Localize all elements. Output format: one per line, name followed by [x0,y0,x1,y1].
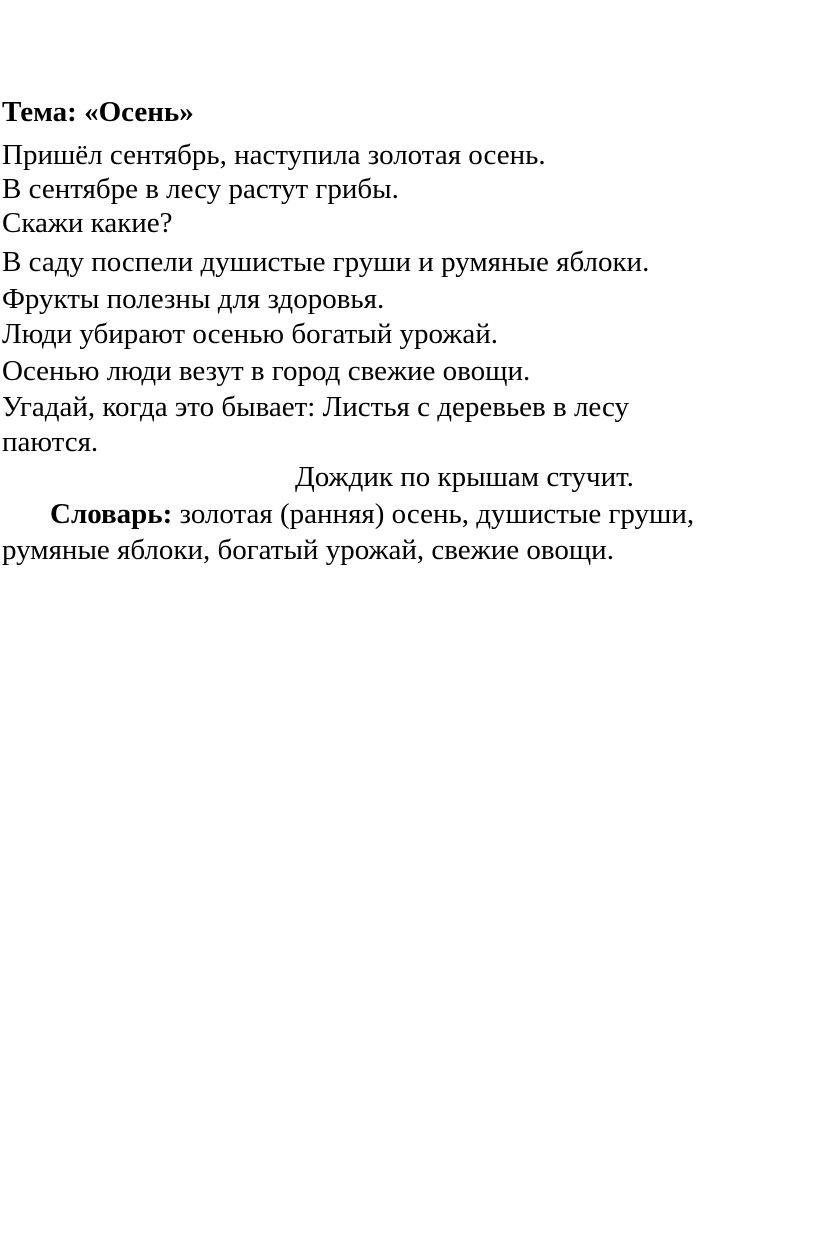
riddle-line: Угадай, когда это бывает: Листья с деревьев в лесу [2,391,629,423]
text-line: Осенью люди везут в город свежие овощи. [2,355,531,387]
text-line: Скажи какие? [2,207,173,239]
text-line: В саду поспели душистые груши и румяные яблоки. [2,246,650,278]
vocabulary-line [50,498,694,531]
text-line: Пришёл сентябрь, наступила золотая осень. [2,139,546,171]
vocabulary-label: Словарь: [50,498,173,530]
vocabulary-text: золотая (ранняя) осень, душистые груши, [172,498,695,530]
text-line: Люди убирают осенью богатый урожай. [2,318,498,350]
vocabulary-text-continued: румяные яблоки, богатый урожай, свежие овощи. [2,534,614,566]
text-line: Фрукты полезны для здоровья. [2,283,385,315]
riddle-line: паются. [2,426,99,458]
riddle-line: Дождик по крышам стучит. [295,461,634,493]
page-title: Тема: «Осень» [2,96,194,128]
text-line: В сентябре в лесу растут грибы. [2,173,399,205]
